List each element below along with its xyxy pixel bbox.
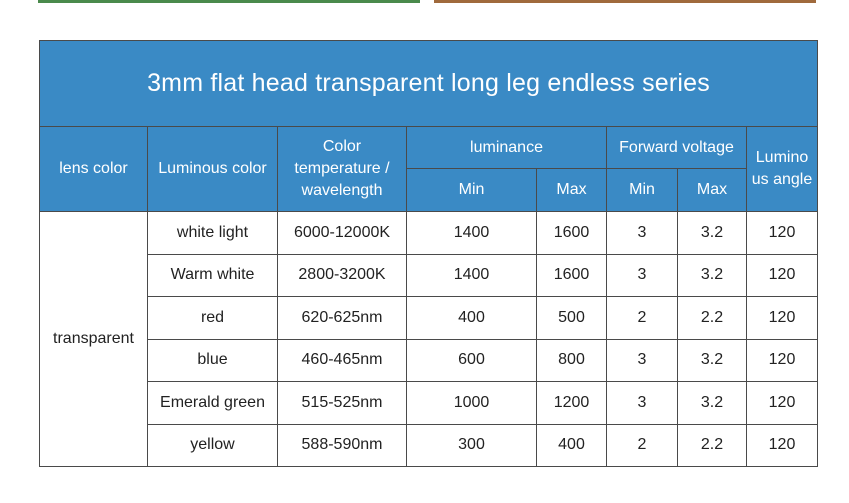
voltage-min-cell: 2 <box>607 297 678 340</box>
color-temperature-cell: 620-625nm <box>278 297 407 340</box>
table-row <box>40 424 818 467</box>
top-image-strip-left <box>38 0 420 3</box>
color-temperature-cell: 588-590nm <box>278 424 407 467</box>
voltage-max-cell: 3.2 <box>678 339 747 382</box>
voltage-min-cell: 3 <box>607 339 678 382</box>
luminance-max-cell: 400 <box>537 424 607 467</box>
header-color-temperature: Color temperature / wavelength <box>278 127 407 212</box>
luminous-angle-cell: 120 <box>747 382 818 425</box>
header-luminance-max: Max <box>537 169 607 212</box>
table-row <box>40 297 818 340</box>
table-row <box>40 339 818 382</box>
table-row <box>40 382 818 425</box>
luminous-angle-cell: 120 <box>747 254 818 297</box>
table-row <box>40 212 818 255</box>
luminance-max-cell: 800 <box>537 339 607 382</box>
luminous-color-cell: Warm white <box>148 254 278 297</box>
table-title: 3mm flat head transparent long leg endless series <box>40 41 818 127</box>
color-temperature-cell: 6000-12000K <box>278 212 407 255</box>
luminous-angle-cell: 120 <box>747 339 818 382</box>
voltage-min-cell: 3 <box>607 254 678 297</box>
luminous-angle-cell: 120 <box>747 424 818 467</box>
voltage-max-cell: 3.2 <box>678 212 747 255</box>
voltage-max-cell: 3.2 <box>678 254 747 297</box>
luminance-min-cell: 1000 <box>407 382 537 425</box>
color-temperature-cell: 460-465nm <box>278 339 407 382</box>
color-temperature-cell: 2800-3200K <box>278 254 407 297</box>
luminance-min-cell: 300 <box>407 424 537 467</box>
spec-table <box>39 40 818 467</box>
header-luminous-color: Luminous color <box>148 127 278 212</box>
table-row <box>40 254 818 297</box>
header-luminance: luminance <box>407 127 607 169</box>
luminance-max-cell: 1200 <box>537 382 607 425</box>
luminance-min-cell: 1400 <box>407 212 537 255</box>
voltage-min-cell: 3 <box>607 382 678 425</box>
luminous-angle-cell: 120 <box>747 212 818 255</box>
luminous-angle-cell: 120 <box>747 297 818 340</box>
header-luminance-min: Min <box>407 169 537 212</box>
luminous-color-cell: blue <box>148 339 278 382</box>
luminous-color-cell: red <box>148 297 278 340</box>
voltage-max-cell: 3.2 <box>678 382 747 425</box>
header-voltage-max: Max <box>678 169 747 212</box>
header-voltage-min: Min <box>607 169 678 212</box>
luminance-max-cell: 500 <box>537 297 607 340</box>
color-temperature-cell: 515-525nm <box>278 382 407 425</box>
top-image-strip-right <box>434 0 816 3</box>
voltage-min-cell: 3 <box>607 212 678 255</box>
luminous-color-cell: white light <box>148 212 278 255</box>
voltage-min-cell: 2 <box>607 424 678 467</box>
lens-color-cell: transparent <box>40 212 148 467</box>
luminance-min-cell: 400 <box>407 297 537 340</box>
luminance-min-cell: 1400 <box>407 254 537 297</box>
voltage-max-cell: 2.2 <box>678 297 747 340</box>
luminous-color-cell: yellow <box>148 424 278 467</box>
luminance-min-cell: 600 <box>407 339 537 382</box>
voltage-max-cell: 2.2 <box>678 424 747 467</box>
header-lens-color: lens color <box>40 127 148 212</box>
luminous-color-cell: Emerald green <box>148 382 278 425</box>
luminance-max-cell: 1600 <box>537 254 607 297</box>
luminance-max-cell: 1600 <box>537 212 607 255</box>
header-luminous-angle: Lumino us angle <box>747 127 818 212</box>
header-forward-voltage: Forward voltage <box>607 127 747 169</box>
